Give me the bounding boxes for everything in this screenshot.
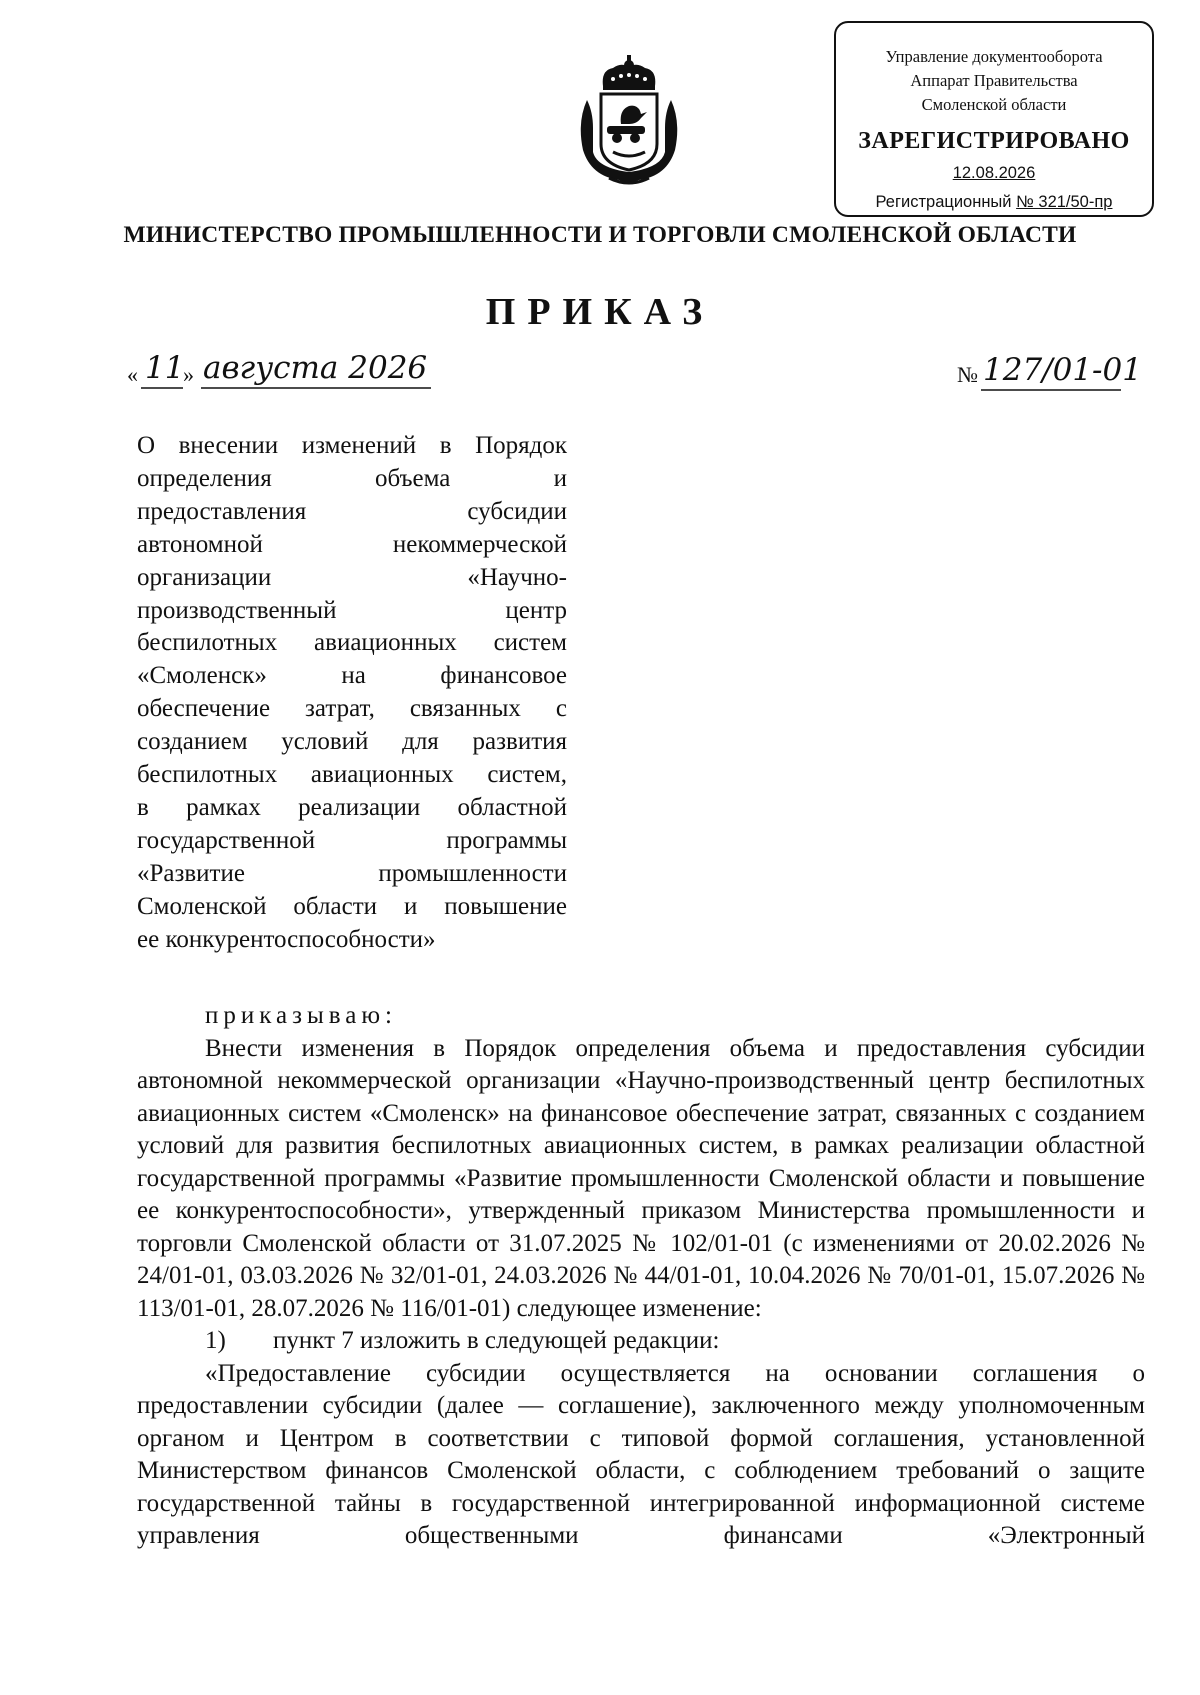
stamp-line-2: Аппарат Правительства [910, 71, 1078, 90]
order-number-handwritten: 127/01-01 [983, 352, 1142, 388]
list-item-number: 1) [205, 1327, 226, 1354]
subject-line: ее конкурентоспособности» [137, 925, 436, 953]
date-quote-open: « [127, 362, 138, 387]
subject-line: «Развитие промышленности [137, 859, 567, 887]
month-underline [201, 386, 431, 390]
list-item-text: пункт 7 изложить в следующей редакции: [273, 1327, 720, 1354]
list-item [137, 1325, 1145, 1358]
ministry-name: МИНИСТЕРСТВО ПРОМЫШЛЕННОСТИ И ТОРГОВЛИ СМОЛЕНСКОЙ ОБЛАСТИ [123, 222, 1077, 248]
subject-line: в рамках реализации областной [137, 793, 567, 821]
decree-word: приказываю: [205, 1002, 397, 1029]
stamp-line-1: Управление документооборота [885, 47, 1103, 66]
main-paragraph: Внести изменения в Порядок определения объема и предоставления субсидии автономной некоммерческой организации «Научно-производственный центр беспилотных авиационных систем «Смоленск» на финансовое обеспечение затрат, связанных с созданием условий для развития беспилотных авиационных систем, в рамках реализации областной государственной программы «Развитие промышленности Смоленской области и повышение ее конкурентоспособности», утвержденный приказом Министерства промышленности и торговли Смоленской области от 31.07.2025 № 102/01-01 (с изменениями от 20.02.2026 № 24/01-01, 03.03.2026 № 32/01-01, 24.03.2026 № 44/01-01, 10.04.2026 № 70/01-01, 15.07.2026 № 113/01-01, 28.07.2026 № 116/01-01) следующее изменение: [137, 1034, 1145, 1322]
subject-line: беспилотных авиационных систем [137, 629, 567, 657]
subject-line: Смоленской области и повышение [137, 892, 567, 920]
stamp-reg-label: Регистрационный [875, 193, 1017, 211]
subject-line: О внесении изменений в Порядок [137, 432, 567, 459]
stamp-date: 12.08.2026 [952, 164, 1036, 182]
subject-line: автономной некоммерческой [137, 530, 567, 558]
order-body [137, 1000, 1145, 1553]
stamp-line-3: Смоленской области [921, 95, 1067, 114]
subject-line: беспилотных авиационных систем, [137, 761, 567, 789]
day-underline [141, 386, 183, 390]
date-quote-close: » [183, 362, 194, 387]
subject-line: предоставления субсидии [137, 497, 567, 525]
order-subject [137, 430, 567, 957]
coat-of-arms-emblem [573, 52, 685, 187]
order-number-underline [981, 388, 1121, 392]
quoted-paragraph: «Предоставление субсидии осуществляется на основании соглашения о предоставлении субсидии (далее — соглашение), заключенного между уполномоченным органом и Центром в соответствии с типовой формой соглашения, установленной Министерством финансов Смоленской области, с соблюдением требований о защите государственной тайны в государственной интегрированной информационной системе управления общественными финансами «Электронный [137, 1359, 1145, 1549]
registration-stamp [834, 21, 1154, 217]
subject-line: «Смоленск» на финансовое [137, 662, 567, 690]
subject-line: определения объема и [137, 464, 567, 492]
date-month-year-handwritten: августа 2026 [203, 350, 428, 386]
order-number-sign: № [957, 362, 978, 387]
subject-line: организации «Научно- [137, 563, 567, 591]
date-day-handwritten: 11 [145, 350, 185, 386]
subject-line: государственной программы [137, 826, 567, 854]
document-title: ПРИКАЗ [485, 291, 715, 333]
subject-line: обеспечение затрат, связанных с [137, 695, 567, 723]
stamp-registration-number [836, 193, 1152, 212]
stamp-department [836, 45, 1152, 117]
subject-line: созданием условий для развития [137, 728, 567, 756]
stamp-reg-number: № 321/50-пр [1016, 193, 1113, 211]
subject-line: производственный центр [137, 596, 567, 624]
stamp-status: ЗАРЕГИСТРИРОВАНО [858, 128, 1130, 154]
